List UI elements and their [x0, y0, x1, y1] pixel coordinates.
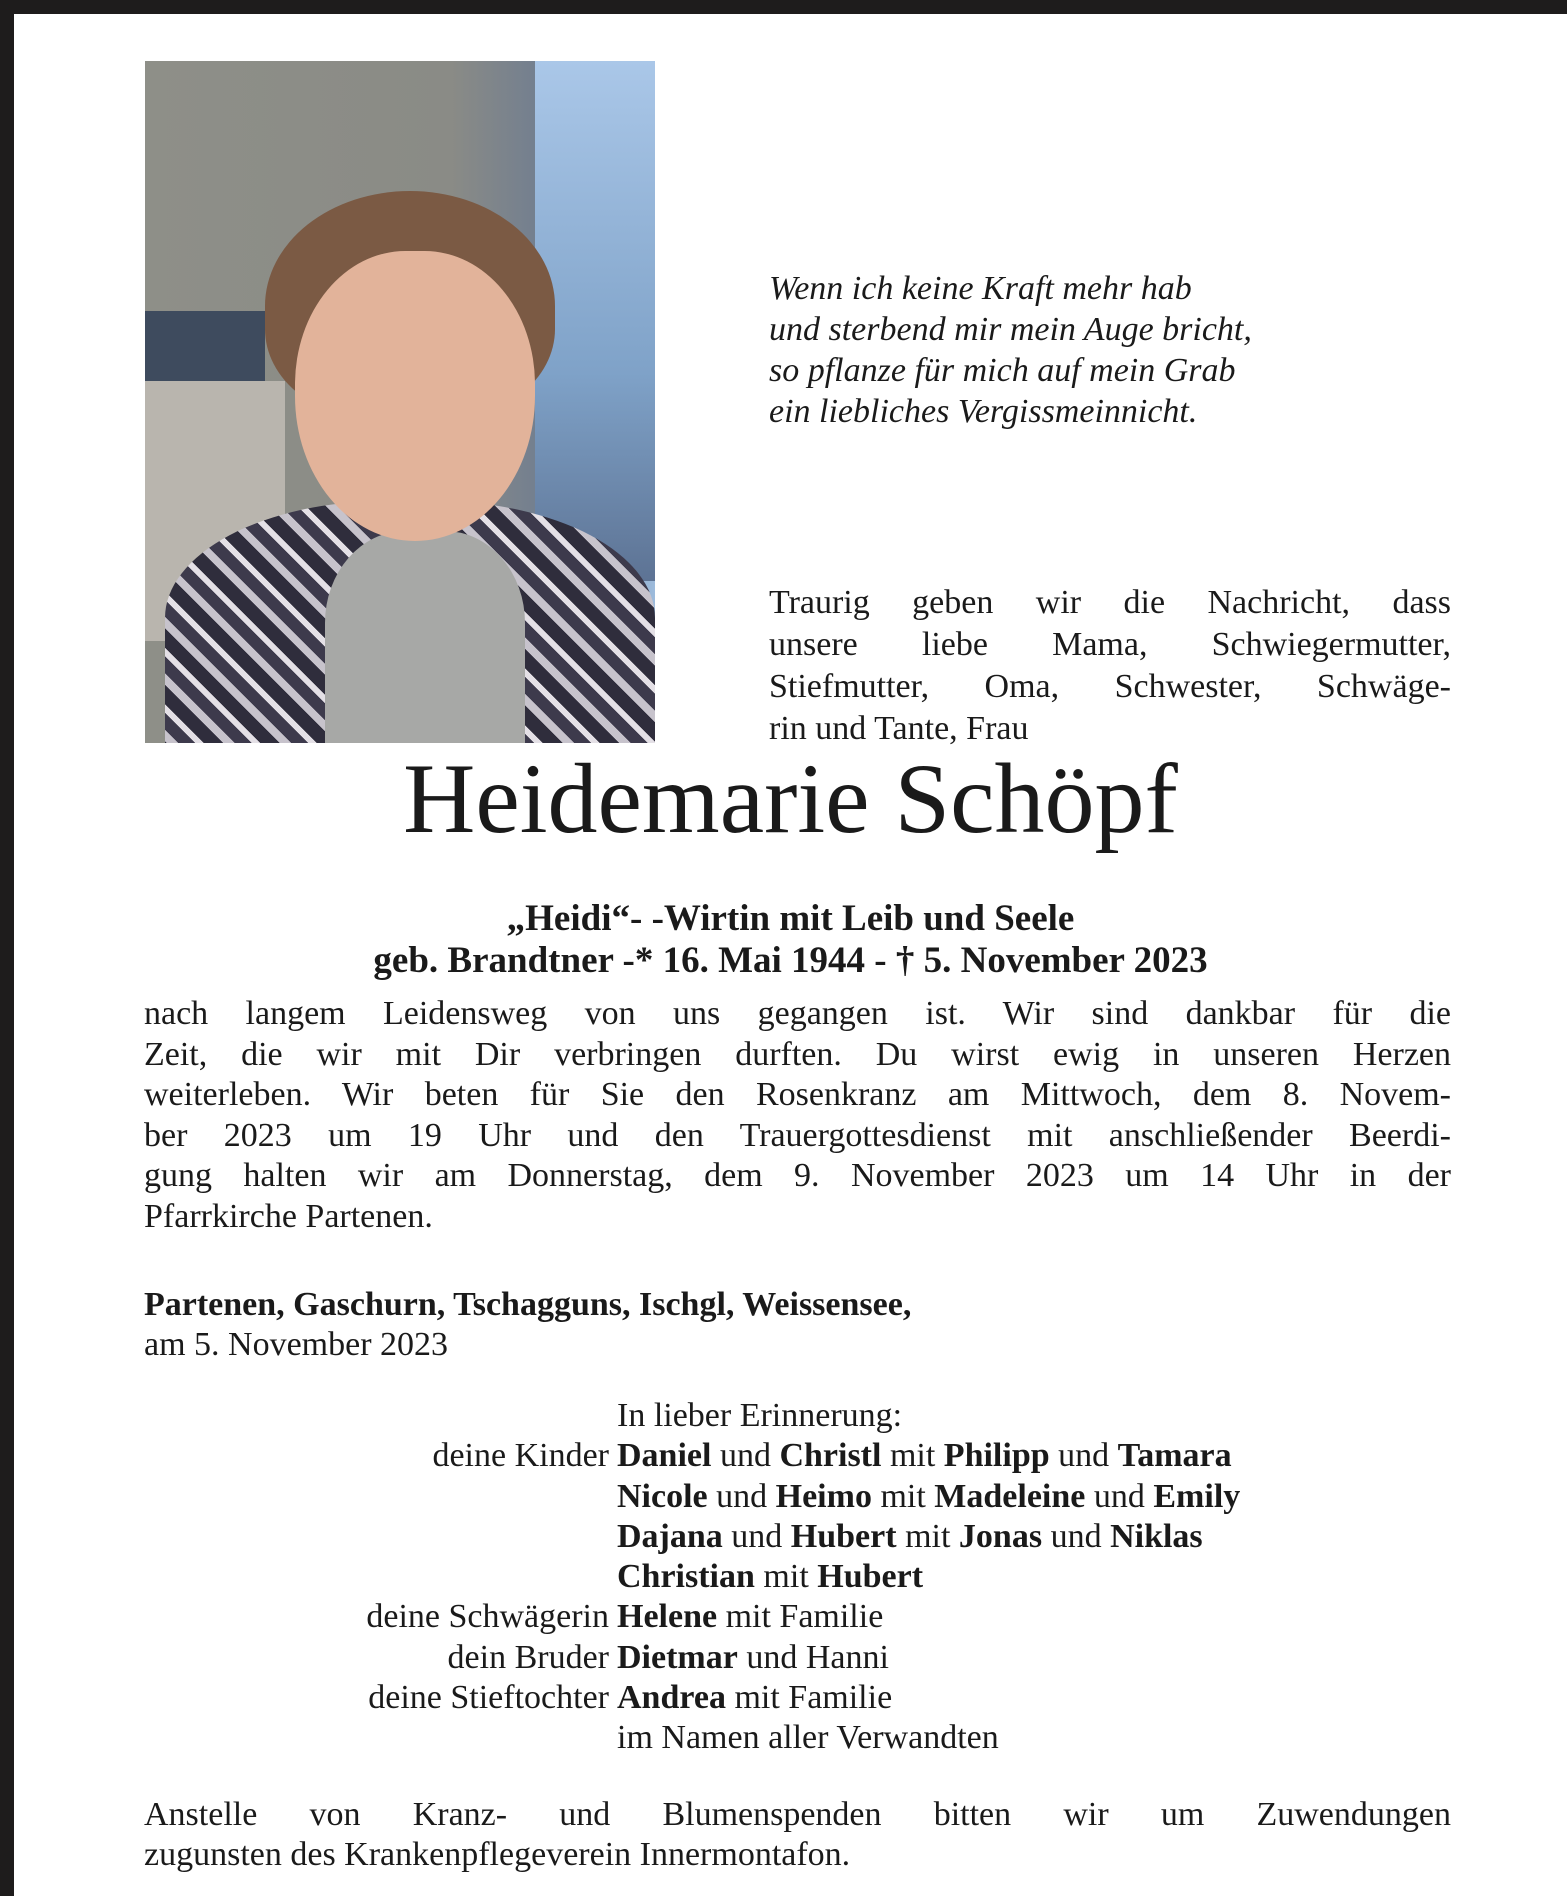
- intro-text: [769, 582, 1451, 750]
- relatives: [617, 1436, 1232, 1476]
- connector: mit Familie: [734, 1679, 893, 1717]
- memory-row: [14, 1436, 1567, 1476]
- places: Partenen, Gaschurn, Tschagguns, Ischgl, Weissensee,: [144, 1286, 912, 1323]
- connector: und: [1093, 1477, 1145, 1515]
- intro-line: unsere liebe Mama, Schwiegermutter,: [769, 626, 1451, 663]
- relation-label: dein Bruder: [447, 1638, 609, 1676]
- relation-label: [14, 1718, 617, 1758]
- quote-line: und sterbend mir mein Auge bricht,: [769, 311, 1252, 348]
- relative-name: Dajana: [617, 1517, 723, 1555]
- relative-name: Nicole: [617, 1477, 708, 1515]
- relation-label: deine Schwägerin: [366, 1598, 609, 1636]
- body-line: gung halten wir am Donnerstag, dem 9. November 2023 um 14 Uhr in der: [144, 1157, 1451, 1195]
- relatives: [617, 1678, 892, 1718]
- body-line: ber 2023 um 19 Uhr und den Trauergottesdienst mit anschließender Beerdi-: [144, 1116, 1451, 1154]
- connector: im Namen aller Verwandten: [617, 1719, 999, 1757]
- relatives: [617, 1638, 889, 1678]
- relatives: [617, 1597, 883, 1637]
- relative-name: Tamara: [1117, 1437, 1232, 1475]
- relatives: [617, 1718, 999, 1758]
- connector: und Hanni: [746, 1638, 889, 1676]
- memory-row: [14, 1597, 1567, 1637]
- quote-line: ein liebliches Vergissmeinnicht.: [769, 393, 1198, 430]
- body-text: [144, 994, 1451, 1238]
- connector: mit: [880, 1477, 926, 1515]
- memory-row: [14, 1638, 1567, 1678]
- relation-label: deine Kinder: [432, 1437, 609, 1475]
- body-line: Zeit, die wir mit Dir verbringen durften. Du wirst ewig in unseren Herzen: [144, 1035, 1451, 1073]
- nickname-line: „Heidi“- -Wirtin mit Leib und Seele: [506, 898, 1075, 939]
- memory-row: [14, 1557, 1567, 1597]
- quote-line: so pflanze für mich auf mein Grab: [769, 352, 1236, 389]
- relatives: [617, 1477, 1240, 1517]
- intro-line: rin und Tante, Frau: [769, 710, 1029, 747]
- relative-name: Hubert: [817, 1558, 924, 1596]
- relative-name: Dietmar: [617, 1638, 738, 1676]
- connector: mit: [763, 1558, 809, 1596]
- relative-name: Niklas: [1110, 1517, 1203, 1555]
- relation-label: deine Stieftochter: [368, 1679, 609, 1717]
- places-date: [144, 1285, 911, 1365]
- relative-name: Philipp: [943, 1437, 1050, 1475]
- relation-label: [14, 1477, 617, 1517]
- connector: mit: [905, 1517, 951, 1555]
- relation-label: [14, 1517, 617, 1557]
- body-line: Pfarrkirche Partenen.: [144, 1197, 433, 1235]
- closing-line: zugunsten des Krankenpflegeverein Innermontafon.: [144, 1836, 851, 1873]
- relative-name: Heimo: [775, 1477, 872, 1515]
- relatives: [617, 1557, 923, 1597]
- memory-row: [14, 1477, 1567, 1517]
- memory-row: [14, 1517, 1567, 1557]
- quote-line: Wenn ich keine Kraft mehr hab: [769, 270, 1192, 307]
- intro-line: Stiefmutter, Oma, Schwester, Schwäge-: [769, 668, 1451, 705]
- relative-name: Christl: [779, 1437, 882, 1475]
- subtitle: [14, 898, 1567, 982]
- intro-line: Traurig geben wir die Nachricht, dass: [769, 584, 1451, 621]
- closing-line: Anstelle von Kranz- und Blumenspenden bitten wir um Zuwendungen: [144, 1796, 1451, 1833]
- obituary-page: [14, 14, 1567, 1896]
- connector: und: [716, 1477, 768, 1515]
- relative-name: Emily: [1153, 1477, 1241, 1515]
- relatives: [617, 1517, 1203, 1557]
- memory-list: [14, 1396, 1567, 1759]
- relative-name: Madeleine: [934, 1477, 1086, 1515]
- memory-heading: In lieber Erinnerung:: [617, 1397, 903, 1434]
- relative-name: Helene: [617, 1598, 718, 1636]
- body-line: weiterleben. Wir beten für Sie den Rosenkranz am Mittwoch, dem 8. Novem-: [144, 1076, 1451, 1114]
- relative-name: Andrea: [617, 1679, 726, 1717]
- relation-label: [14, 1557, 617, 1597]
- memory-row: [14, 1718, 1567, 1758]
- relative-name: Christian: [617, 1558, 755, 1596]
- memory-row: [14, 1678, 1567, 1718]
- connector: mit Familie: [725, 1598, 884, 1636]
- deceased-name: Heidemarie Schöpf: [403, 743, 1178, 854]
- relative-name: Hubert: [790, 1517, 897, 1555]
- connector: und: [719, 1437, 771, 1475]
- portrait-photo: [145, 61, 655, 743]
- closing-text: [144, 1795, 1451, 1875]
- connector: und: [1050, 1517, 1102, 1555]
- dates-line: geb. Brandtner -* 16. Mai 1944 - † 5. November 2023: [373, 940, 1208, 981]
- connector: und: [1058, 1437, 1110, 1475]
- relative-name: Daniel: [617, 1437, 712, 1475]
- poem-quote: [769, 268, 1252, 432]
- relative-name: Jonas: [958, 1517, 1043, 1555]
- connector: mit: [889, 1437, 936, 1475]
- date: am 5. November 2023: [144, 1326, 449, 1363]
- body-line: nach langem Leidensweg von uns gegangen ist. Wir sind dankbar für die: [144, 995, 1451, 1032]
- connector: und: [731, 1517, 783, 1555]
